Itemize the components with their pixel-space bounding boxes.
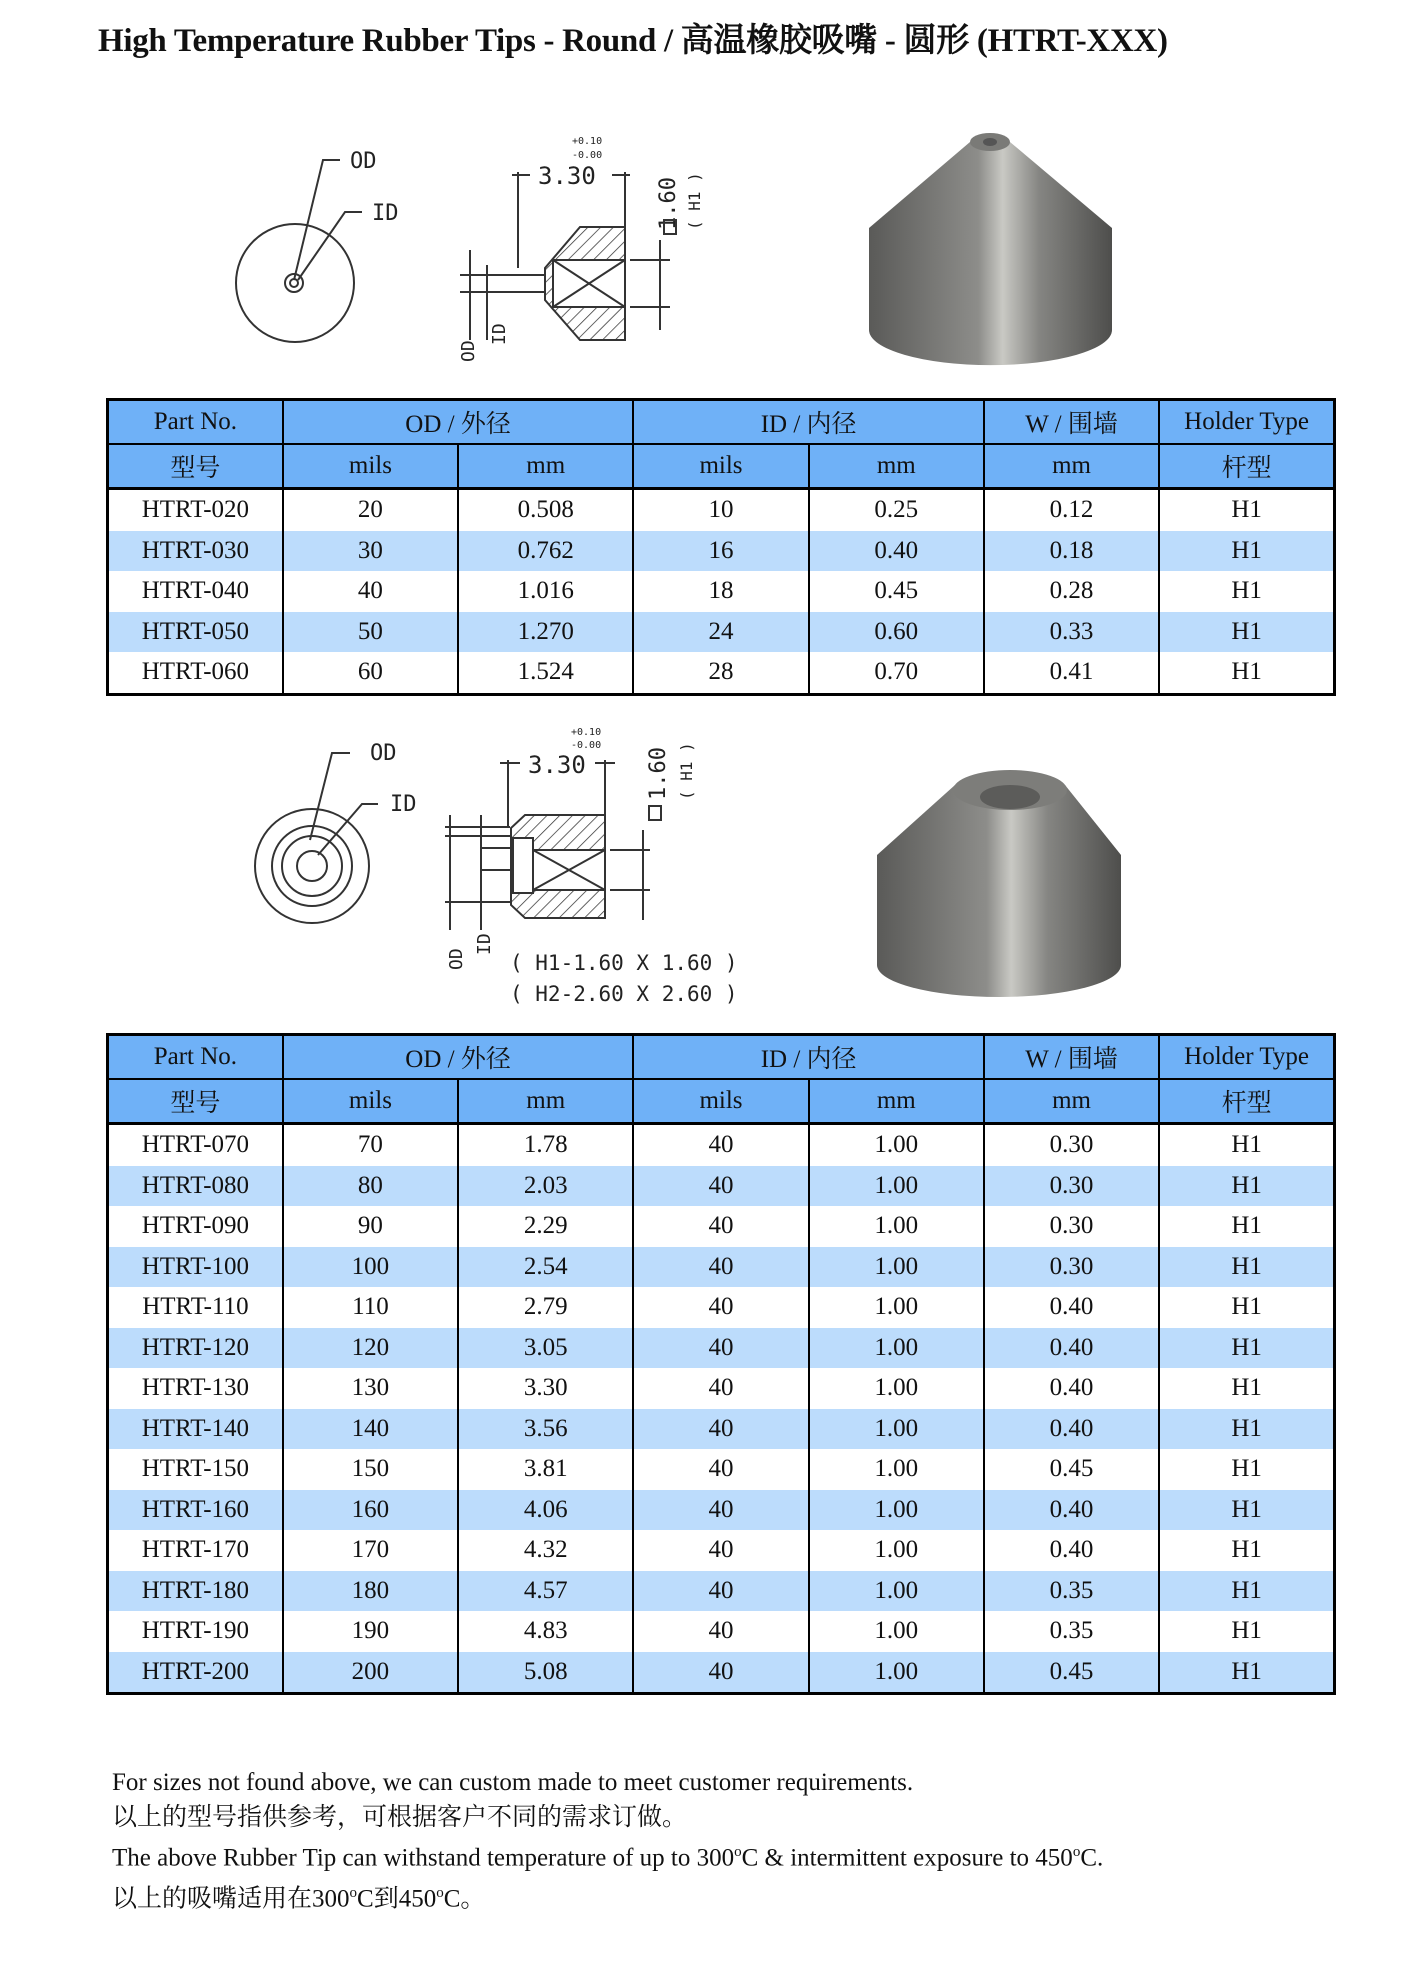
cell-holder-type: H1 <box>1159 1124 1334 1166</box>
cell-id-mm: 1.00 <box>809 1166 984 1207</box>
header-w-mm: mm <box>984 1079 1159 1124</box>
cell-id-mils: 40 <box>633 1166 808 1207</box>
text: 以上的吸嘴适用在300 <box>112 1885 350 1913</box>
cell-od-mils: 170 <box>283 1530 458 1571</box>
cell-w-mm: 0.30 <box>984 1124 1159 1166</box>
cell-id-mils: 40 <box>633 1287 808 1328</box>
cell-od-mm: 4.57 <box>458 1571 633 1612</box>
degree-symbol: o <box>1072 1844 1081 1860</box>
degree-symbol: o <box>349 1884 358 1901</box>
cell-holder-type: H1 <box>1159 1652 1334 1694</box>
table-row <box>108 1652 1335 1694</box>
cell-od-mils: 200 <box>283 1652 458 1694</box>
table-row <box>108 612 1335 653</box>
table-row <box>108 1611 1335 1652</box>
text: C & intermittent exposure to 450 <box>741 1844 1073 1872</box>
front-view <box>255 753 378 923</box>
id-dim-label: ID <box>474 933 495 955</box>
cell-id-mils: 40 <box>633 1571 808 1612</box>
cell-od-mils: 160 <box>283 1490 458 1531</box>
tip-render-image <box>869 133 1112 365</box>
cell-id-mm: 1.00 <box>809 1287 984 1328</box>
table-row <box>108 1206 1335 1247</box>
cell-part-no: HTRT-050 <box>108 612 283 653</box>
cell-od-mils: 140 <box>283 1409 458 1450</box>
table-row <box>108 1571 1335 1612</box>
cross-section <box>445 760 650 930</box>
cell-holder-type: H1 <box>1159 571 1334 612</box>
cell-w-mm: 0.30 <box>984 1166 1159 1207</box>
header-part-no: Part No. <box>108 400 283 445</box>
cell-w-mm: 0.45 <box>984 1652 1159 1694</box>
cell-part-no: HTRT-070 <box>108 1124 283 1166</box>
cell-od-mm: 4.32 <box>458 1530 633 1571</box>
cell-od-mm: 1.524 <box>458 652 633 694</box>
id-dim-label: ID <box>489 323 510 345</box>
cell-holder-type: H1 <box>1159 652 1334 694</box>
header-holder-cn: 杆型 <box>1159 1079 1334 1124</box>
cell-id-mm: 1.00 <box>809 1571 984 1612</box>
table-row <box>108 531 1335 572</box>
cell-od-mm: 3.30 <box>458 1368 633 1409</box>
cell-holder-type: H1 <box>1159 1247 1334 1288</box>
cell-holder-type: H1 <box>1159 1206 1334 1247</box>
holder-note-h1: ( H1-1.60 X 1.60 ) <box>510 951 738 975</box>
cell-od-mils: 80 <box>283 1166 458 1207</box>
cell-id-mils: 40 <box>633 1449 808 1490</box>
header-od-mils: mils <box>283 1079 458 1124</box>
cell-part-no: HTRT-080 <box>108 1166 283 1207</box>
cell-od-mils: 130 <box>283 1368 458 1409</box>
header-id-mils: mils <box>633 1079 808 1124</box>
degree-symbol: o <box>734 1844 742 1860</box>
table-row <box>108 1247 1335 1288</box>
cell-part-no: HTRT-020 <box>108 489 283 531</box>
table-row <box>108 1287 1335 1328</box>
cell-od-mm: 2.03 <box>458 1166 633 1207</box>
table-row <box>108 571 1335 612</box>
holder-note-h2: ( H2-2.60 X 2.60 ) <box>510 982 738 1006</box>
cell-od-mm: 2.29 <box>458 1206 633 1247</box>
tolerance-plus: +0.10 <box>571 727 602 738</box>
header-part-no-cn: 型号 <box>108 1079 283 1124</box>
cell-w-mm: 0.30 <box>984 1206 1159 1247</box>
cell-holder-type: H1 <box>1159 1287 1334 1328</box>
table-row <box>108 1124 1335 1166</box>
cell-od-mm: 3.81 <box>458 1449 633 1490</box>
note-temperature-cn <box>112 1876 1103 1917</box>
table-row <box>108 1409 1335 1450</box>
drawing-round-tip-2 <box>0 720 1406 1020</box>
holder-label: ( H1 ) <box>685 172 704 230</box>
cell-holder-type: H1 <box>1159 1368 1334 1409</box>
cell-part-no: HTRT-120 <box>108 1328 283 1369</box>
drawing-round-tip-1 <box>0 120 1406 380</box>
cell-part-no: HTRT-190 <box>108 1611 283 1652</box>
cell-id-mils: 16 <box>633 531 808 572</box>
cell-id-mm: 1.00 <box>809 1611 984 1652</box>
note-temperature-en <box>112 1835 1103 1876</box>
spec-table-1 <box>106 398 1336 696</box>
cell-id-mm: 1.00 <box>809 1652 984 1694</box>
cell-id-mils: 18 <box>633 571 808 612</box>
cell-w-mm: 0.41 <box>984 652 1159 694</box>
table-row <box>108 1328 1335 1369</box>
page-title: High Temperature Rubber Tips - Round / 高温橡胶吸嘴 - 圆形 (HTRT-XXX) <box>98 23 1168 59</box>
cell-holder-type: H1 <box>1159 1530 1334 1571</box>
tolerance-plus: +0.10 <box>572 136 603 147</box>
header-id: ID / 内径 <box>633 400 984 445</box>
front-view <box>236 160 362 342</box>
cell-od-mm: 1.78 <box>458 1124 633 1166</box>
table-row <box>108 1490 1335 1531</box>
note-custom-cn: 以上的型号指供参考，可根据客户不同的需求订做。 <box>112 1803 688 1831</box>
note-custom-en: For sizes not found above, we can custom made to meet customer requirements. <box>112 1769 914 1796</box>
cell-od-mils: 120 <box>283 1328 458 1369</box>
cell-holder-type: H1 <box>1159 1611 1334 1652</box>
cell-part-no: HTRT-180 <box>108 1571 283 1612</box>
header-w-mm: mm <box>984 444 1159 489</box>
text: C到450 <box>357 1885 437 1913</box>
cell-part-no: HTRT-140 <box>108 1409 283 1450</box>
cell-id-mils: 40 <box>633 1368 808 1409</box>
cell-holder-type: H1 <box>1159 1409 1334 1450</box>
cell-id-mils: 40 <box>633 1328 808 1369</box>
od-dim-label: OD <box>446 948 467 970</box>
cell-part-no: HTRT-170 <box>108 1530 283 1571</box>
degree-symbol: o <box>436 1884 444 1901</box>
text: The above Rubber Tip can withstand temperature of up to 300 <box>112 1844 735 1872</box>
table-row <box>108 1166 1335 1207</box>
cell-part-no: HTRT-150 <box>108 1449 283 1490</box>
cell-od-mils: 20 <box>283 489 458 531</box>
cell-w-mm: 0.45 <box>984 1449 1159 1490</box>
cell-od-mm: 2.54 <box>458 1247 633 1288</box>
cell-od-mm: 0.762 <box>458 531 633 572</box>
cell-od-mils: 150 <box>283 1449 458 1490</box>
cell-id-mm: 1.00 <box>809 1328 984 1369</box>
cell-id-mm: 1.00 <box>809 1247 984 1288</box>
header-id-mils: mils <box>633 444 808 489</box>
cell-id-mils: 40 <box>633 1206 808 1247</box>
cell-w-mm: 0.12 <box>984 489 1159 531</box>
cell-od-mm: 0.508 <box>458 489 633 531</box>
cell-od-mm: 5.08 <box>458 1652 633 1694</box>
cell-od-mm: 4.06 <box>458 1490 633 1531</box>
cell-id-mils: 40 <box>633 1409 808 1450</box>
header-id-mm: mm <box>809 1079 984 1124</box>
cell-id-mm: 0.40 <box>809 531 984 572</box>
cell-id-mils: 24 <box>633 612 808 653</box>
cell-od-mils: 30 <box>283 531 458 572</box>
cell-id-mils: 28 <box>633 652 808 694</box>
cell-id-mm: 1.00 <box>809 1490 984 1531</box>
cell-id-mm: 1.00 <box>809 1449 984 1490</box>
cell-id-mils: 40 <box>633 1490 808 1531</box>
id-label: ID <box>390 792 417 817</box>
cell-id-mm: 1.00 <box>809 1206 984 1247</box>
header-od: OD / 外径 <box>283 1035 634 1080</box>
tolerance-minus: -0.00 <box>571 740 602 751</box>
cell-holder-type: H1 <box>1159 1166 1334 1207</box>
header-id: ID / 内径 <box>633 1035 984 1080</box>
id-label: ID <box>372 201 399 226</box>
spec-table-2 <box>106 1033 1336 1695</box>
od-label: OD <box>350 149 377 174</box>
od-label: OD <box>370 741 397 766</box>
od-dim-label: OD <box>458 340 479 362</box>
table-row <box>108 489 1335 531</box>
header-od-mm: mm <box>458 1079 633 1124</box>
cell-part-no: HTRT-110 <box>108 1287 283 1328</box>
header-od-mils: mils <box>283 444 458 489</box>
cell-part-no: HTRT-160 <box>108 1490 283 1531</box>
header-holder: Holder Type <box>1159 1035 1334 1080</box>
cell-w-mm: 0.40 <box>984 1287 1159 1328</box>
cell-holder-type: H1 <box>1159 1449 1334 1490</box>
cell-od-mils: 50 <box>283 612 458 653</box>
cell-od-mils: 180 <box>283 1571 458 1612</box>
cell-w-mm: 0.28 <box>984 571 1159 612</box>
header-od: OD / 外径 <box>283 400 634 445</box>
square-dimension: 1.60 <box>646 747 671 800</box>
cell-id-mm: 1.00 <box>809 1368 984 1409</box>
header-part-no-cn: 型号 <box>108 444 283 489</box>
cell-w-mm: 0.40 <box>984 1530 1159 1571</box>
header-holder: Holder Type <box>1159 400 1334 445</box>
cell-id-mils: 10 <box>633 489 808 531</box>
cell-part-no: HTRT-200 <box>108 1652 283 1694</box>
cell-part-no: HTRT-130 <box>108 1368 283 1409</box>
header-w: W / 围墙 <box>984 400 1159 445</box>
table-row <box>108 1449 1335 1490</box>
cell-id-mils: 40 <box>633 1611 808 1652</box>
cell-od-mils: 100 <box>283 1247 458 1288</box>
tip-render-image <box>877 770 1121 997</box>
cell-od-mm: 1.270 <box>458 612 633 653</box>
header-od-mm: mm <box>458 444 633 489</box>
table-row <box>108 652 1335 694</box>
header-part-no: Part No. <box>108 1035 283 1080</box>
cell-w-mm: 0.40 <box>984 1490 1159 1531</box>
cell-w-mm: 0.18 <box>984 531 1159 572</box>
cell-w-mm: 0.35 <box>984 1611 1159 1652</box>
cell-w-mm: 0.35 <box>984 1571 1159 1612</box>
text: C. <box>1080 1844 1104 1872</box>
cell-id-mm: 1.00 <box>809 1124 984 1166</box>
length-dimension: 3.30 <box>528 751 586 779</box>
cell-id-mm: 0.45 <box>809 571 984 612</box>
footer-notes <box>112 1766 1103 1917</box>
cell-id-mm: 0.70 <box>809 652 984 694</box>
header-holder-cn: 杆型 <box>1159 444 1334 489</box>
cell-w-mm: 0.40 <box>984 1409 1159 1450</box>
cell-id-mm: 0.60 <box>809 612 984 653</box>
cell-w-mm: 0.40 <box>984 1368 1159 1409</box>
cell-od-mils: 60 <box>283 652 458 694</box>
cell-holder-type: H1 <box>1159 612 1334 653</box>
cell-id-mils: 40 <box>633 1247 808 1288</box>
cell-part-no: HTRT-060 <box>108 652 283 694</box>
cell-id-mm: 0.25 <box>809 489 984 531</box>
cell-od-mm: 1.016 <box>458 571 633 612</box>
text: C。 <box>443 1885 486 1913</box>
cell-holder-type: H1 <box>1159 1328 1334 1369</box>
cell-id-mils: 40 <box>633 1652 808 1694</box>
cell-w-mm: 0.30 <box>984 1247 1159 1288</box>
cell-od-mils: 90 <box>283 1206 458 1247</box>
table-row <box>108 1530 1335 1571</box>
cell-part-no: HTRT-100 <box>108 1247 283 1288</box>
cell-holder-type: H1 <box>1159 1571 1334 1612</box>
cell-od-mm: 3.05 <box>458 1328 633 1369</box>
tolerance-minus: -0.00 <box>572 150 603 161</box>
cell-od-mils: 190 <box>283 1611 458 1652</box>
cell-holder-type: H1 <box>1159 531 1334 572</box>
cell-od-mm: 2.79 <box>458 1287 633 1328</box>
cell-holder-type: H1 <box>1159 489 1334 531</box>
cell-od-mm: 4.83 <box>458 1611 633 1652</box>
cell-w-mm: 0.40 <box>984 1328 1159 1369</box>
holder-label: ( H1 ) <box>677 742 696 800</box>
cell-id-mm: 1.00 <box>809 1409 984 1450</box>
cell-w-mm: 0.33 <box>984 612 1159 653</box>
square-dimension: 1.60 <box>656 177 681 230</box>
length-dimension: 3.30 <box>538 162 596 190</box>
cell-part-no: HTRT-090 <box>108 1206 283 1247</box>
cell-holder-type: H1 <box>1159 1490 1334 1531</box>
cell-id-mm: 1.00 <box>809 1530 984 1571</box>
cell-part-no: HTRT-040 <box>108 571 283 612</box>
table-row <box>108 1368 1335 1409</box>
cell-od-mils: 40 <box>283 571 458 612</box>
cell-id-mils: 40 <box>633 1530 808 1571</box>
cell-part-no: HTRT-030 <box>108 531 283 572</box>
cross-section <box>460 172 670 340</box>
cell-od-mils: 110 <box>283 1287 458 1328</box>
cell-od-mils: 70 <box>283 1124 458 1166</box>
cell-od-mm: 3.56 <box>458 1409 633 1450</box>
header-id-mm: mm <box>809 444 984 489</box>
cell-id-mils: 40 <box>633 1124 808 1166</box>
header-w: W / 围墙 <box>984 1035 1159 1080</box>
